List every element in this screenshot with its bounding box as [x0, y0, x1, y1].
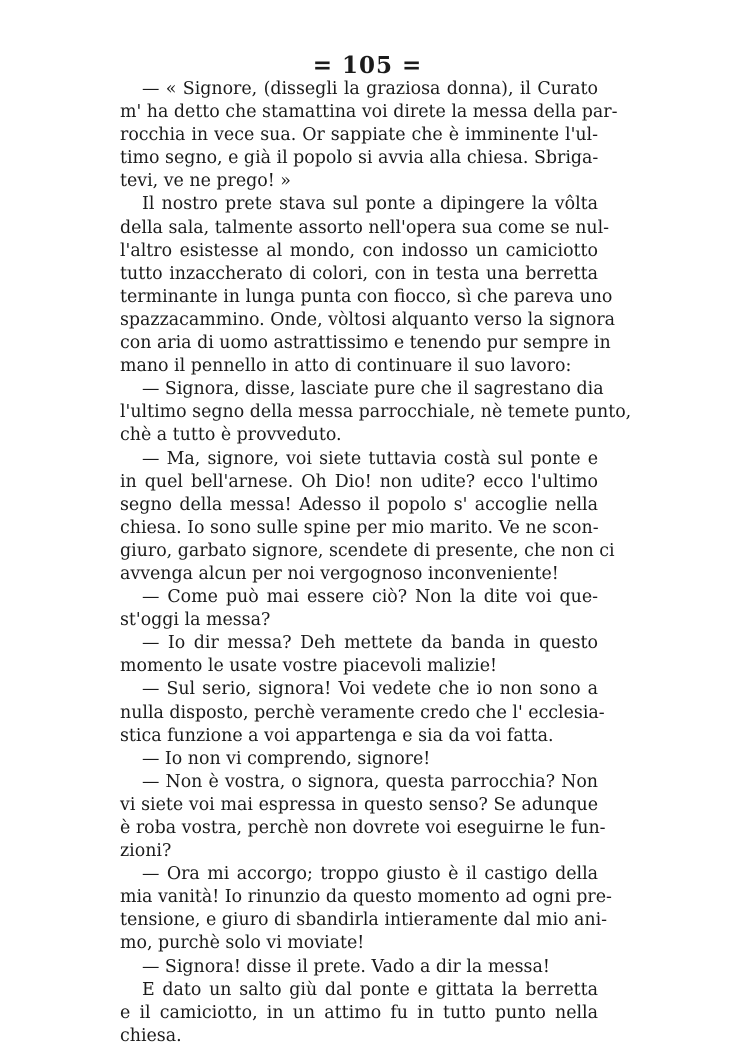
text-line: l'altro esistesse al mondo, con indosso un camiciotto	[120, 240, 598, 261]
text-line: l'ultimo segno della messa parrocchiale, nè temete punto,	[120, 402, 632, 423]
text-line: nulla disposto, perchè veramente credo che l' ecclesia-	[120, 702, 605, 723]
text-line: è roba vostra, perchè non dovrete voi eseguirne le fun-	[120, 818, 606, 838]
text-line: E dato un salto giù dal ponte e gittata la berretta	[142, 979, 598, 1000]
page-number: = 105 =	[312, 52, 423, 79]
body-text	[120, 78, 632, 1048]
text-line: spazzacammino. Onde, vòltosi alquanto verso la signora	[120, 309, 616, 330]
text-line: tensione, e giuro di sbandirla intieramente dal mio ani-	[120, 910, 608, 931]
text-line: zioni?	[120, 841, 172, 862]
text-line: giuro, garbato signore, scendete di presente, che non ci	[120, 540, 615, 561]
text-line: — Io dir messa? Deh mettete da banda in questo	[142, 633, 598, 654]
text-line: timo segno, e già il popolo si avvia alla chiesa. Sbriga-	[120, 148, 599, 169]
text-line: rocchia in vece sua. Or sappiate che è imminente l'ul-	[120, 125, 598, 146]
text-line: st'oggi la messa?	[120, 610, 271, 631]
text-line: stica funzione a voi appartenga e sia da voi fatta.	[120, 725, 554, 746]
text-line: momento le usate vostre piacevoli malizie!	[120, 656, 497, 677]
text-line: — Come può mai essere ciò? Non la dite voi que-	[142, 587, 598, 608]
text-line: Il nostro prete stava sul ponte a dipingere la vôlta	[142, 194, 598, 215]
text-line: con aria di uomo astrattissimo e tenendo pur sempre in	[120, 333, 611, 354]
text-line: — Io non vi comprendo, signore!	[142, 748, 431, 769]
text-line: — Non è vostra, o signora, questa parrocchia? Non	[142, 771, 598, 792]
text-line: — Signora! disse il prete. Vado a dir la messa!	[142, 956, 550, 977]
text-line: m' ha detto che stamattina voi direte la messa della par-	[120, 102, 618, 123]
text-line: chiesa.	[120, 1025, 182, 1046]
text-line: segno della messa! Adesso il popolo s' accoglie nella	[120, 494, 598, 515]
text-line: chè a tutto è provveduto.	[120, 425, 342, 446]
text-line: e il camiciotto, in un attimo fu in tutto punto nella	[120, 1002, 598, 1023]
text-line: mo, purchè solo vi moviate!	[120, 933, 365, 954]
text-line: avvenga alcun per noi vergognoso inconveniente!	[120, 563, 559, 584]
text-line: — Sul serio, signora! Voi vedete che io non sono a	[142, 679, 598, 700]
text-line: — Signora, disse, lasciate pure che il sagrestano dia	[142, 379, 604, 400]
text-line: terminante in lunga punta con fiocco, sì che pareva uno	[120, 286, 613, 307]
text-line: chiesa. Io sono sulle spine per mio marito. Ve ne scon-	[120, 517, 599, 538]
text-line: della sala, talmente assorto nell'opera sua come se nul-	[120, 217, 610, 238]
text-line: vi siete voi mai espressa in questo senso? Se adunque	[120, 794, 598, 815]
text-line: in quel bell'arnese. Oh Dio! non udite? ecco l'ultimo	[120, 471, 598, 492]
text-line: tevi, ve ne prego! »	[120, 171, 291, 192]
text-line: mia vanità! Io rinunzio da questo momento ad ogni pre-	[120, 887, 612, 908]
text-line: — Ora mi accorgo; troppo giusto è il castigo della	[142, 864, 598, 885]
text-line: — « Signore, (dissegli la graziosa donna), il Curato	[142, 79, 598, 99]
text-line: mano il pennello in atto di continuare il suo lavoro:	[120, 356, 572, 377]
text-line: — Ma, signore, voi siete tuttavia costà sul ponte e	[142, 448, 598, 469]
text-line: tutto inzaccherato di colori, con in testa una berretta	[120, 263, 598, 284]
